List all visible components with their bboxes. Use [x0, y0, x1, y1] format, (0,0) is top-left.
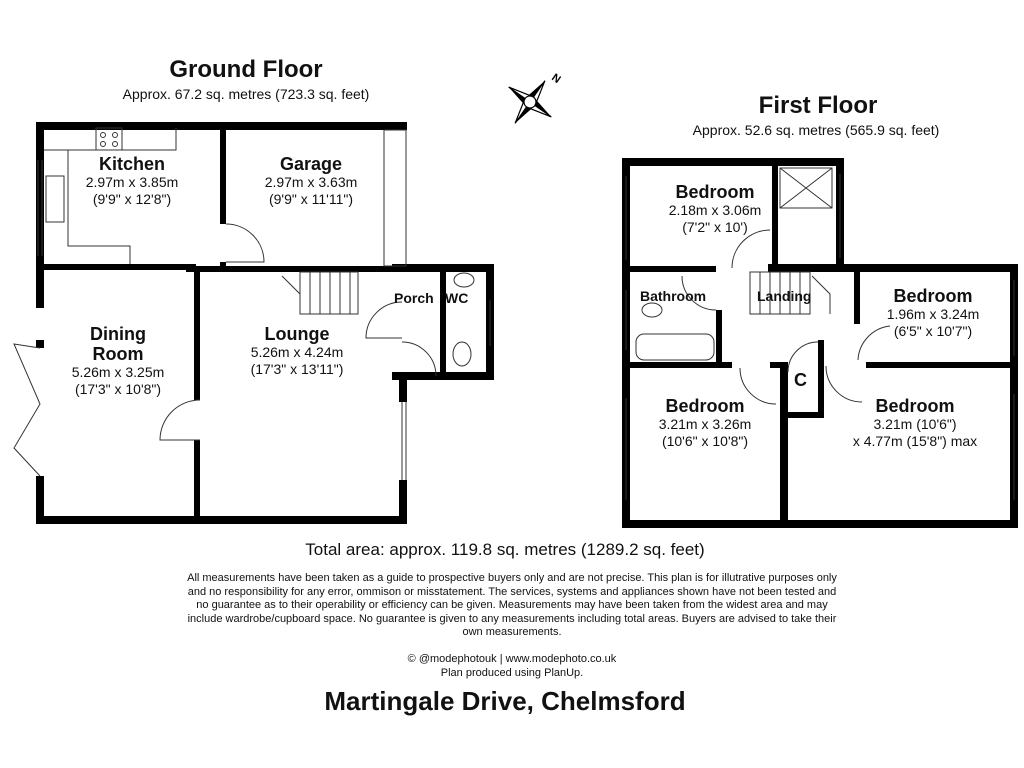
first-floor-title: First Floor — [758, 92, 878, 119]
room-dimensions-metric: 2.97m x 3.63m — [264, 174, 358, 190]
room-dimensions-imperial: (6'5" x 10'7") — [893, 323, 973, 339]
stair-rail — [282, 276, 300, 314]
room-bedroom-top — [640, 182, 790, 236]
kitchen-counter — [44, 128, 176, 150]
room-name: Bedroom — [675, 182, 755, 202]
room-dimensions-metric: 3.21m x 3.26m — [658, 416, 752, 432]
room-dimensions-imperial: (9'9" x 12'8") — [92, 191, 172, 207]
wall — [36, 264, 196, 270]
room-name: Bedroom — [875, 396, 955, 416]
wall — [622, 266, 716, 272]
wall — [818, 340, 824, 418]
wall — [36, 122, 44, 308]
wall — [186, 266, 402, 272]
room-name: Kitchen — [98, 154, 165, 174]
room-dimensions-metric: 1.96m x 3.24m — [886, 306, 980, 322]
credit — [300, 652, 724, 680]
bifold-door — [14, 344, 40, 476]
disclaimer-line: All measurements have been taken as a guide to prospective buyers only and are not precise. This plan is for illutrative purposes only — [187, 572, 837, 584]
room-bedroom-right — [860, 286, 1006, 340]
room-dimensions-metric: 5.26m x 3.25m — [71, 364, 165, 380]
room-dimensions-imperial: x 4.77m (15'8") max — [852, 433, 978, 449]
credit-line: Plan produced using PlanUp. — [440, 667, 584, 679]
wall — [780, 362, 788, 528]
wall — [866, 362, 1018, 368]
staircase — [300, 272, 358, 314]
room-dimensions-metric: 2.18m x 3.06m — [668, 202, 762, 218]
room-dimensions-imperial: (17'3" x 13'11") — [250, 361, 344, 377]
room-landing: Landing — [757, 288, 812, 304]
wall — [622, 520, 1018, 528]
wall — [716, 310, 722, 366]
room-bedroom-bottom-left — [632, 396, 778, 450]
room-name-line1: Dining — [90, 324, 146, 344]
disclaimer-line: include wardrobe/cupboard space. No guarantee is given to any measurements including total areas. Buyers are advised to take their — [187, 612, 837, 625]
hob-ring — [101, 142, 106, 147]
disclaimer-line: no guarantee as to their operability or efficiency can be given. Measurements may have been taken from the widest area and may — [196, 599, 828, 611]
wall — [194, 270, 200, 400]
disclaimer — [100, 572, 924, 640]
compass-label: N — [549, 71, 563, 87]
ground-floor-title: Ground Floor — [169, 56, 323, 83]
room-dimensions-imperial: (17'3" x 10'8") — [74, 381, 162, 397]
room-name: Lounge — [264, 324, 330, 344]
wall — [36, 340, 44, 348]
wall — [622, 362, 732, 368]
property-address: Martingale Drive, Chelmsford — [324, 686, 686, 716]
toilet — [453, 342, 471, 366]
wall — [399, 480, 407, 524]
wall — [780, 412, 824, 418]
room-bedroom-bottom-right — [830, 396, 1000, 450]
room-dimensions-metric: 5.26m x 4.24m — [250, 344, 344, 360]
room-dimensions-metric: 3.21m (10'6") — [873, 416, 957, 432]
wall — [768, 264, 840, 272]
disclaimer-line: and no responsibility for any error, ommison or misstatement. The services, systems and appliances shown have not been tested and — [187, 585, 837, 598]
door-arc — [402, 342, 436, 376]
wall — [440, 264, 446, 380]
total-area: Total area: approx. 119.8 sq. metres (1289.2 sq. feet) — [305, 540, 705, 559]
room-cupboard: C — [794, 370, 807, 390]
wall — [622, 158, 844, 166]
first-floor-area: Approx. 52.6 sq. metres (565.9 sq. feet) — [692, 122, 940, 138]
door-arc — [788, 342, 818, 372]
bath — [636, 334, 714, 360]
room-dining — [48, 324, 188, 398]
bathroom-basin — [642, 303, 662, 317]
hob-ring — [101, 133, 106, 138]
room-bathroom: Bathroom — [640, 288, 707, 304]
hob-ring — [113, 133, 118, 138]
stair-rail — [812, 276, 830, 314]
wall — [220, 128, 226, 224]
room-wc: WC — [445, 290, 469, 306]
room-dimensions-imperial: (9'9" x 11'11") — [268, 191, 354, 207]
room-name: Bedroom — [665, 396, 745, 416]
wall — [194, 440, 200, 520]
wall — [36, 516, 407, 524]
ground-floor-area: Approx. 67.2 sq. metres (723.3 sq. feet) — [122, 86, 370, 102]
hob-ring — [113, 142, 118, 147]
credit-line: © @modephotouk | www.modephoto.co.uk — [407, 653, 617, 665]
wall — [399, 122, 407, 130]
door-arc — [160, 400, 200, 440]
room-dimensions-imperial: (7'2" x 10') — [682, 219, 748, 235]
hob — [96, 128, 122, 150]
room-dimensions-imperial: (10'6" x 10'8") — [661, 433, 749, 449]
room-kitchen — [62, 154, 202, 208]
room-dimensions-metric: 2.97m x 3.85m — [85, 174, 179, 190]
room-name-line2: Room — [92, 344, 144, 364]
room-name: Bedroom — [893, 286, 973, 306]
room-name: Garage — [279, 154, 343, 174]
room-garage — [236, 154, 386, 208]
disclaimer-line: own measurements. — [462, 626, 562, 638]
garage-door — [384, 130, 406, 266]
wc-basin — [454, 273, 474, 287]
room-lounge — [222, 324, 372, 378]
door-arc — [226, 224, 264, 262]
wall — [836, 264, 1018, 272]
room-porch: Porch — [394, 290, 434, 306]
